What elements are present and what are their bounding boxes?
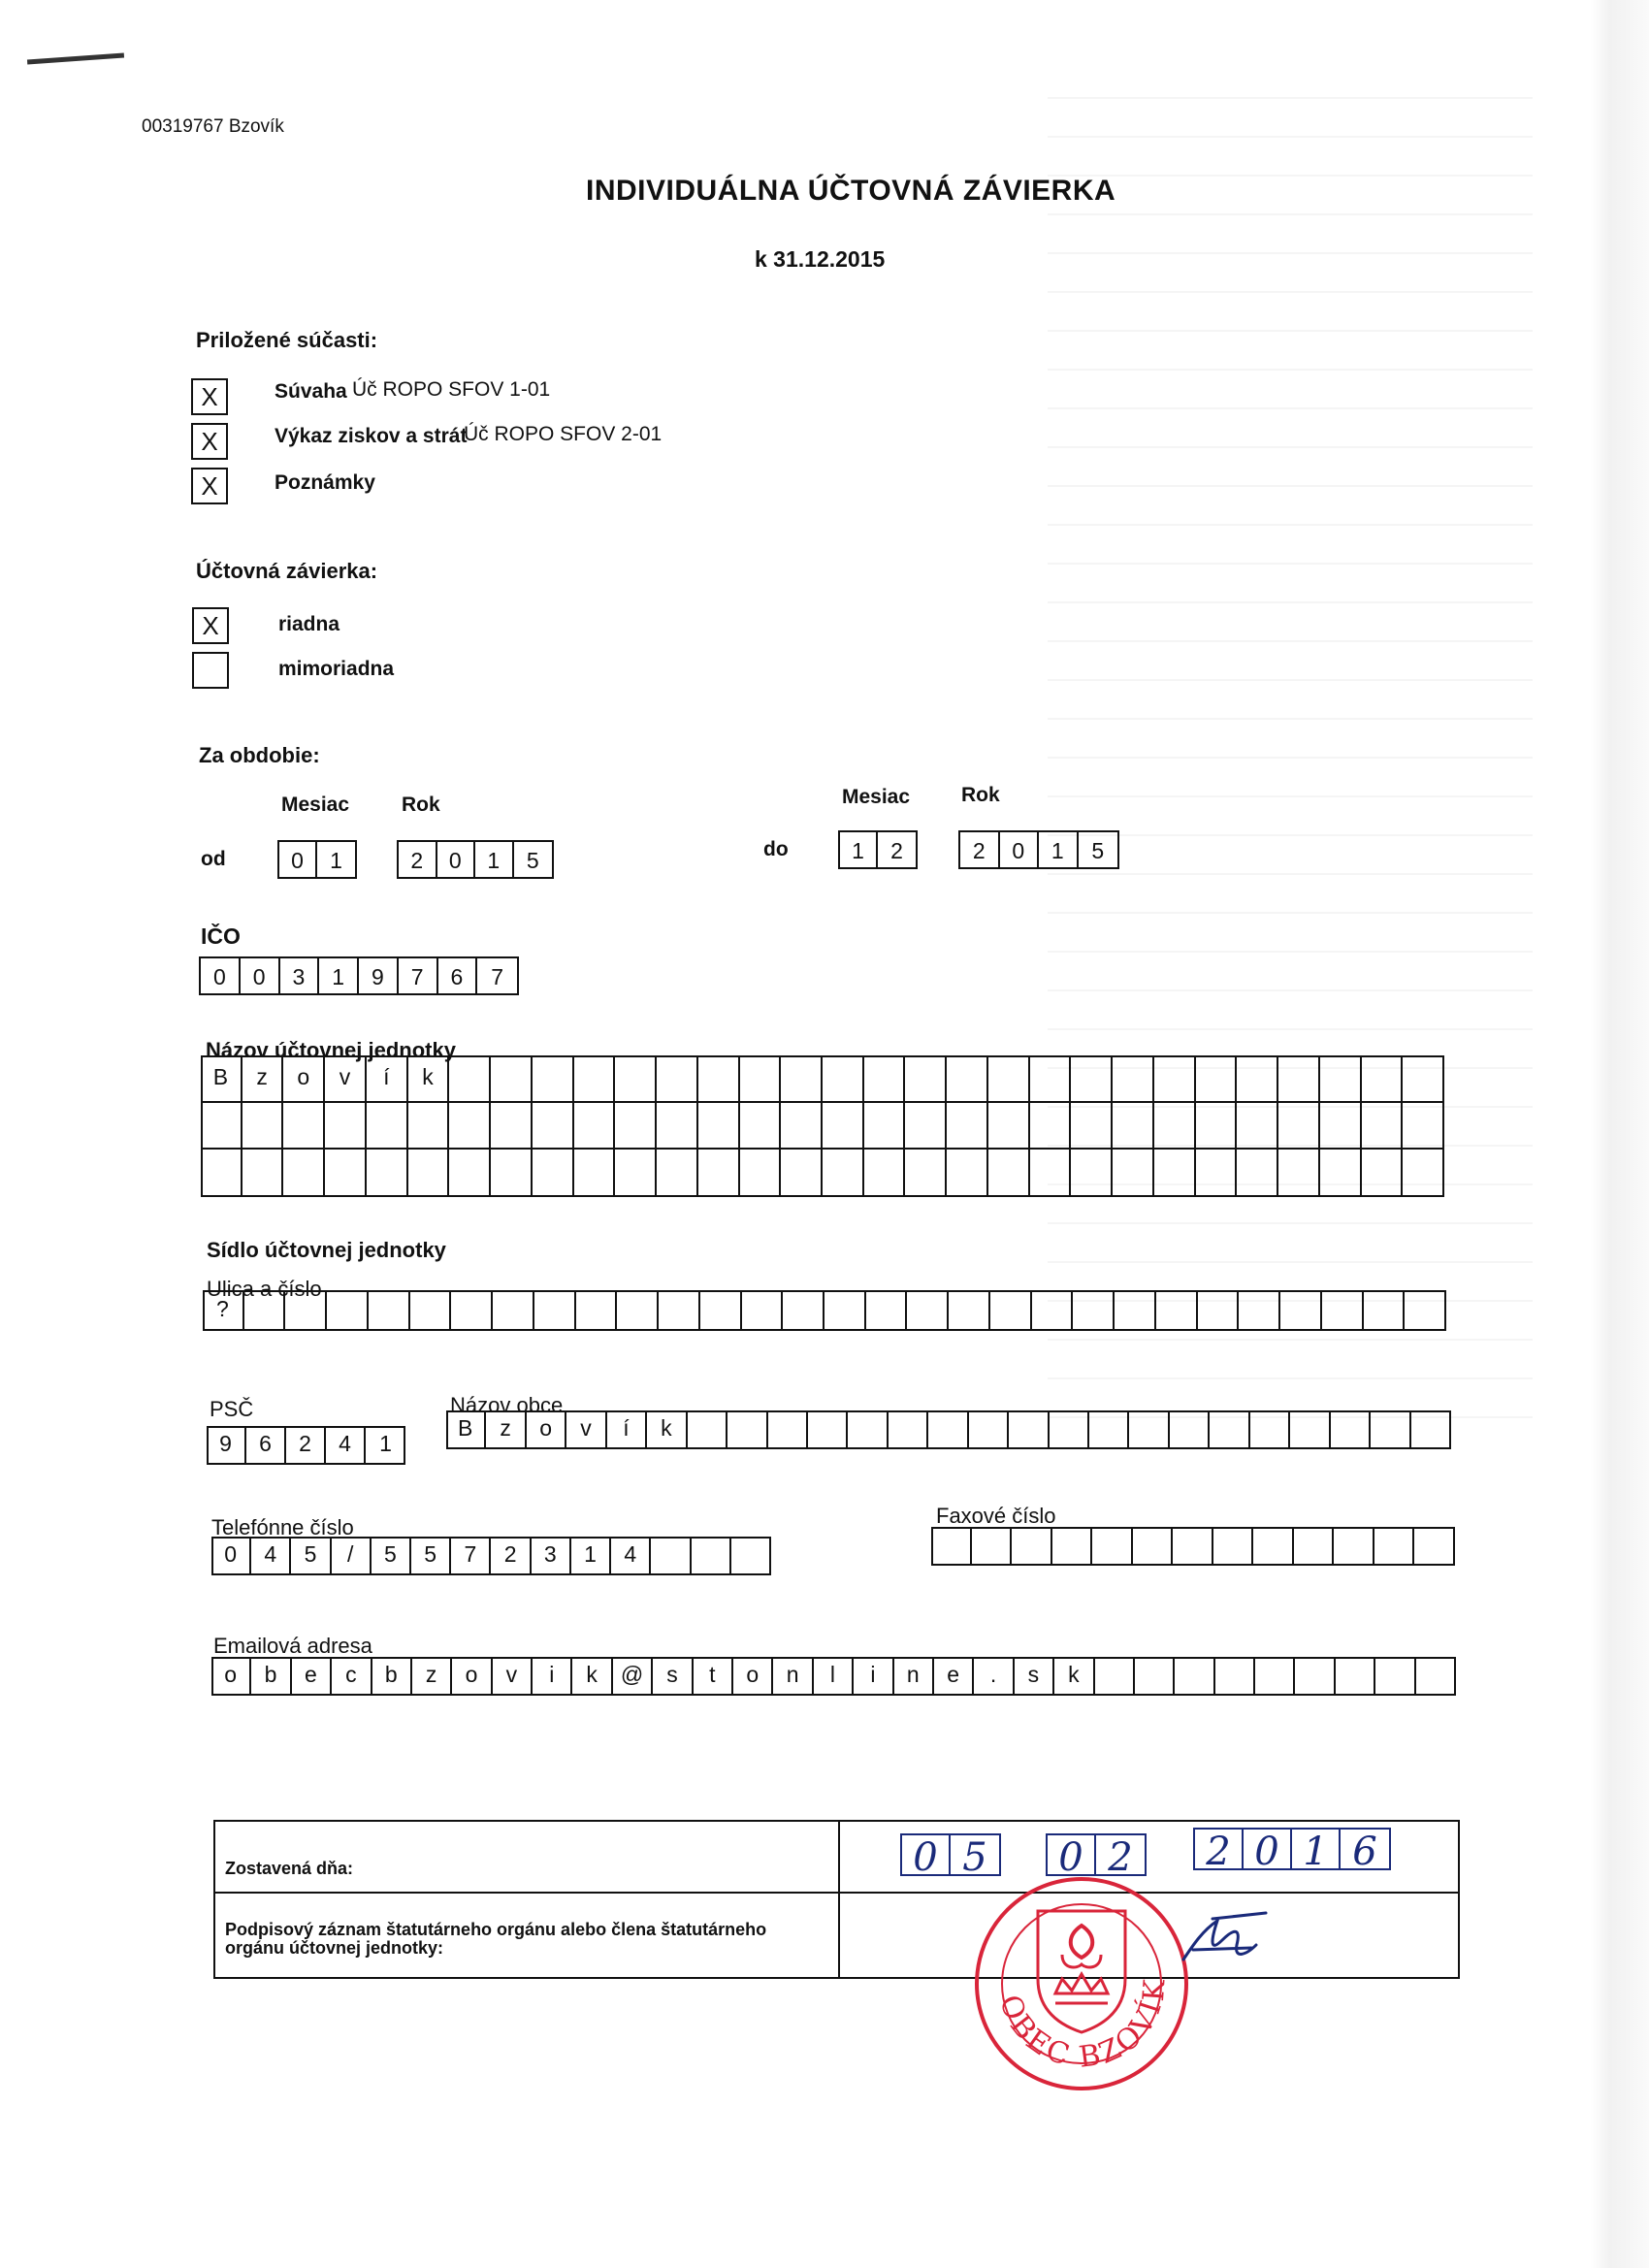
entity-name-cell (533, 1055, 574, 1103)
street-cell (576, 1290, 618, 1331)
entity-name-cell (1154, 1103, 1196, 1150)
email-cell (1175, 1657, 1214, 1696)
fax-cell (1173, 1527, 1213, 1566)
checkbox-riadna[interactable]: X (192, 607, 229, 644)
fax-cell (1052, 1527, 1093, 1566)
ico-digit: 1 (319, 958, 359, 993)
year-digit: 0 (1244, 1830, 1292, 1868)
entity-name-cell (325, 1150, 367, 1197)
entity-name-cell (698, 1055, 740, 1103)
entity-name-cell (698, 1150, 740, 1197)
ico-digit: 7 (491, 964, 504, 989)
phone-cell (731, 1537, 771, 1575)
entity-name-cell (1030, 1055, 1072, 1103)
phone-cell: 5 (411, 1537, 451, 1575)
street-cell (451, 1290, 493, 1331)
entity-name-cell: k (408, 1055, 450, 1103)
entity-name-cell (1154, 1055, 1196, 1103)
month-digit: 0 (1048, 1835, 1096, 1874)
entity-name-cell (1071, 1103, 1113, 1150)
street-cell (617, 1290, 659, 1331)
email-cell: t (694, 1657, 733, 1696)
email-cell: e (934, 1657, 974, 1696)
town-cell (1170, 1410, 1210, 1449)
street-cell (1156, 1290, 1198, 1331)
phone-cell: 4 (251, 1537, 291, 1575)
entity-name-cell (367, 1103, 408, 1150)
ico-digit: 7 (399, 958, 438, 993)
street-cell (1198, 1290, 1240, 1331)
entity-name-cell (698, 1103, 740, 1150)
as-of-date: k 31.12.2015 (755, 246, 886, 272)
month-digit: 2 (1108, 1835, 1133, 1880)
entity-name-cell (781, 1103, 823, 1150)
street-cell (327, 1290, 369, 1331)
phone-cell: 5 (291, 1537, 331, 1575)
entity-name-cell (242, 1103, 284, 1150)
town-cell: k (647, 1410, 687, 1449)
to-month-label: Mesiac (842, 786, 911, 808)
entity-name-cell (1237, 1103, 1278, 1150)
entity-name-cell (533, 1150, 574, 1197)
entity-name-cell (823, 1103, 864, 1150)
email-cell: k (1054, 1657, 1094, 1696)
to-label: do (763, 838, 789, 860)
email-cell: e (292, 1657, 332, 1696)
street-cell (1405, 1290, 1446, 1331)
email-cell (1416, 1657, 1456, 1696)
phone-cell: 0 (211, 1537, 251, 1575)
entity-name-cell (864, 1103, 906, 1150)
email-cell: c (332, 1657, 372, 1696)
entity-name-cell (325, 1103, 367, 1150)
entity-name-cell (533, 1103, 574, 1150)
from-month-digit: 1 (330, 848, 342, 873)
to-year-digit: 2 (960, 832, 1000, 867)
town-cell (728, 1410, 767, 1449)
street-cell (244, 1290, 286, 1331)
email-cell: i (854, 1657, 893, 1696)
town-cell (1371, 1410, 1410, 1449)
psc-cell: 4 (326, 1426, 366, 1465)
street-cell (369, 1290, 410, 1331)
checkbox-suvaha[interactable]: X (191, 378, 228, 415)
street-cell (659, 1290, 700, 1331)
entity-name-cell (491, 1150, 533, 1197)
entity-name-cell (1362, 1150, 1404, 1197)
town-cell (1411, 1410, 1451, 1449)
from-month-field[interactable] (277, 840, 357, 879)
entity-name-cell (1113, 1055, 1154, 1103)
phone-label: Telefónne číslo (211, 1515, 354, 1539)
town-cell (1129, 1410, 1169, 1449)
fax-cell (972, 1527, 1013, 1566)
entity-name-cell (1196, 1055, 1238, 1103)
entity-name-cell (408, 1150, 450, 1197)
entity-name-cell (823, 1150, 864, 1197)
town-cell (1050, 1410, 1089, 1449)
entity-name-cell (988, 1103, 1030, 1150)
town-cell (1290, 1410, 1330, 1449)
entity-name-cell (1113, 1150, 1154, 1197)
fax-cell (1133, 1527, 1174, 1566)
street-cell (866, 1290, 908, 1331)
entity-name-cell: z (242, 1055, 284, 1103)
email-cell: b (251, 1657, 291, 1696)
entity-name-cell (864, 1055, 906, 1103)
entity-name-cell (1196, 1103, 1238, 1150)
checkbox-vykaz[interactable]: X (191, 423, 228, 460)
fax-cell (931, 1527, 972, 1566)
fax-cell (1414, 1527, 1455, 1566)
town-cell: v (566, 1410, 606, 1449)
street-cell (1364, 1290, 1406, 1331)
ico-digit: 6 (438, 958, 478, 993)
town-field[interactable] (446, 1410, 1451, 1449)
town-cell (768, 1410, 808, 1449)
street-cell (534, 1290, 576, 1331)
street-field[interactable] (203, 1290, 1446, 1331)
stamp-text: OBEC BZOVÍK (991, 1975, 1173, 2075)
entity-name-cell (947, 1150, 988, 1197)
email-cell: @ (613, 1657, 653, 1696)
town-cell (848, 1410, 888, 1449)
email-cell: b (372, 1657, 412, 1696)
entity-name-cell (449, 1055, 491, 1103)
entity-name-cell (1278, 1103, 1320, 1150)
town-cell (928, 1410, 968, 1449)
entity-name-cell (408, 1103, 450, 1150)
psc-cell: 1 (379, 1431, 392, 1456)
entity-name-cell: o (283, 1055, 325, 1103)
entity-name-cell (905, 1150, 947, 1197)
email-cell: v (493, 1657, 533, 1696)
street-cell (1073, 1290, 1115, 1331)
phone-cell: 2 (492, 1537, 532, 1575)
entity-name-cell (1030, 1150, 1072, 1197)
show-through-background (1048, 97, 1533, 1455)
from-month-label: Mesiac (281, 794, 350, 816)
year-digit: 2 (1195, 1830, 1244, 1868)
to-year-digit: 1 (1039, 832, 1079, 867)
entity-name-cell (1196, 1150, 1238, 1197)
fax-cell (1213, 1527, 1254, 1566)
entity-name-cell (1071, 1055, 1113, 1103)
town-cell (1331, 1410, 1371, 1449)
entity-name-cell (201, 1150, 242, 1197)
email-cell (1375, 1657, 1415, 1696)
official-stamp (970, 1872, 1193, 2095)
from-year-digit: 2 (399, 842, 437, 877)
street-cell (783, 1290, 824, 1331)
to-year-label: Rok (961, 784, 1000, 806)
day-field[interactable] (900, 1833, 1001, 1880)
email-cell: n (894, 1657, 934, 1696)
year-digit: 6 (1352, 1830, 1377, 1874)
psc-field[interactable] (207, 1426, 405, 1465)
from-label: od (201, 848, 226, 870)
town-cell: í (607, 1410, 647, 1449)
entity-name-cell (574, 1055, 616, 1103)
entity-name-cell (449, 1150, 491, 1197)
entity-name-cell: v (325, 1055, 367, 1103)
fax-cell (1374, 1527, 1415, 1566)
psc-cell: 9 (207, 1426, 246, 1465)
month-field[interactable] (1046, 1833, 1147, 1880)
to-month-digit: 2 (890, 838, 903, 863)
year-field[interactable] (1193, 1828, 1391, 1874)
email-cell (1336, 1657, 1375, 1696)
checkbox-mimoriadna[interactable] (192, 652, 229, 689)
street-cell (700, 1290, 742, 1331)
from-year-digit: 5 (526, 848, 539, 873)
town-cell: o (527, 1410, 566, 1449)
entity-name-cell (1320, 1055, 1362, 1103)
ico-label: IČO (201, 923, 241, 949)
entity-name-cell (1278, 1150, 1320, 1197)
entity-name-cell (1278, 1055, 1320, 1103)
page-title: INDIVIDUÁLNA ÚČTOVNÁ ZÁVIERKA (586, 175, 1116, 207)
fax-cell (1294, 1527, 1335, 1566)
to-year-field[interactable] (958, 830, 1119, 869)
closing-type-heading: Účtovná závierka: (196, 559, 378, 583)
checkbox-poznamky[interactable]: X (191, 468, 228, 504)
entity-name-cell: í (367, 1055, 408, 1103)
entity-name-cell (1403, 1103, 1444, 1150)
entity-name-cell (574, 1103, 616, 1150)
street-cell (1115, 1290, 1156, 1331)
ico-field[interactable] (199, 956, 519, 995)
entity-name-cell (988, 1055, 1030, 1103)
svg-text:OBEC BZOVÍK (992, 1976, 1173, 2075)
entity-name-cell (864, 1150, 906, 1197)
street-cell (1239, 1290, 1280, 1331)
email-cell: n (773, 1657, 813, 1696)
entity-name-cell (1237, 1055, 1278, 1103)
entity-name-cell (1362, 1103, 1404, 1150)
town-cell (1250, 1410, 1290, 1449)
street-cell (285, 1290, 327, 1331)
entity-name-cell (1320, 1150, 1362, 1197)
entity-name-cell (1320, 1103, 1362, 1150)
fax-cell (1012, 1527, 1052, 1566)
from-year-digit: 0 (437, 842, 476, 877)
entity-name-cell (1403, 1055, 1444, 1103)
street-cell (493, 1290, 534, 1331)
email-label: Emailová adresa (213, 1634, 372, 1658)
attachment-label-suvaha: Súvaha (275, 380, 347, 403)
entity-name-cell (1362, 1055, 1404, 1103)
entity-name-cell (1154, 1150, 1196, 1197)
entity-name-cell (615, 1150, 657, 1197)
entity-name-cell (781, 1055, 823, 1103)
phone-cell (651, 1537, 691, 1575)
email-cell: o (452, 1657, 492, 1696)
town-cell (808, 1410, 848, 1449)
phone-cell: 3 (532, 1537, 571, 1575)
town-cell: z (486, 1410, 526, 1449)
email-cell (1095, 1657, 1135, 1696)
town-cell (969, 1410, 1009, 1449)
entity-name-cell (1237, 1150, 1278, 1197)
fax-label: Faxové číslo (936, 1504, 1056, 1528)
town-cell (1009, 1410, 1049, 1449)
entity-name-cell: B (201, 1055, 242, 1103)
entity-name-cell (947, 1103, 988, 1150)
town-cell (889, 1410, 928, 1449)
psc-cell: 2 (286, 1426, 326, 1465)
street-cell (410, 1290, 452, 1331)
street-cell (1322, 1290, 1364, 1331)
entity-name-cell (657, 1150, 698, 1197)
entity-name-cell (781, 1150, 823, 1197)
town-cell (688, 1410, 728, 1449)
day-digit: 0 (902, 1835, 951, 1874)
fax-cell (1334, 1527, 1374, 1566)
compiled-label: Zostavená dňa: (225, 1859, 354, 1878)
street-cell (824, 1290, 866, 1331)
document-code: 00319767 Bzovík (142, 116, 284, 137)
fax-cell (1092, 1527, 1133, 1566)
email-cell: z (412, 1657, 452, 1696)
entity-name-label: Názov účtovnej jednotky (206, 1038, 456, 1062)
street-cell (990, 1290, 1032, 1331)
ico-digit: 3 (280, 958, 320, 993)
phone-field[interactable] (211, 1537, 771, 1575)
entity-name-cell (449, 1103, 491, 1150)
year-digit: 1 (1292, 1830, 1341, 1868)
email-cell: o (733, 1657, 773, 1696)
entity-name-cell (615, 1103, 657, 1150)
street-label: Ulica a číslo (207, 1277, 322, 1301)
entity-name-cell (367, 1150, 408, 1197)
scan-mark (27, 53, 124, 65)
email-cell: i (533, 1657, 572, 1696)
from-month-digit: 0 (279, 842, 317, 877)
ico-digit: 0 (201, 958, 241, 993)
handwritten-signature (1174, 1901, 1290, 1979)
period-heading: Za obdobie: (199, 743, 320, 767)
from-year-label: Rok (402, 794, 440, 816)
to-year-digit: 5 (1091, 838, 1105, 863)
entity-name-cell (574, 1150, 616, 1197)
entity-name-cell (1071, 1150, 1113, 1197)
to-month-field[interactable] (838, 830, 918, 869)
email-cell: s (1015, 1657, 1054, 1696)
entity-name-cell (740, 1055, 782, 1103)
entity-name-cell (905, 1055, 947, 1103)
email-cell: . (974, 1657, 1014, 1696)
entity-name-cell (283, 1150, 325, 1197)
entity-name-cell (283, 1103, 325, 1150)
street-cell (907, 1290, 949, 1331)
entity-name-cell (947, 1055, 988, 1103)
from-year-digit: 1 (475, 842, 514, 877)
from-year-field[interactable] (397, 840, 554, 879)
phone-cell: 4 (611, 1537, 651, 1575)
entity-name-cell (905, 1103, 947, 1150)
entity-name-cell (1030, 1103, 1072, 1150)
to-month-digit: 1 (840, 832, 878, 867)
email-cell (1215, 1657, 1255, 1696)
email-cell: k (572, 1657, 612, 1696)
email-cell (1135, 1657, 1175, 1696)
fax-field[interactable] (931, 1527, 1455, 1566)
attachment-label-poznamky: Poznámky (275, 471, 375, 494)
entity-name-cell (1113, 1103, 1154, 1150)
closing-label-riadna: riadna (278, 613, 340, 635)
phone-cell: 7 (451, 1537, 491, 1575)
phone-cell: 1 (571, 1537, 611, 1575)
signature-table-divider (838, 1822, 840, 1977)
entity-name-cell (988, 1150, 1030, 1197)
town-label: Názov obce (450, 1393, 564, 1417)
entity-name-cell (491, 1103, 533, 1150)
entity-name-cell (1403, 1150, 1444, 1197)
fax-cell (1253, 1527, 1294, 1566)
to-year-digit: 0 (1000, 832, 1040, 867)
email-cell: s (653, 1657, 693, 1696)
attachment-code-vykaz: Úč ROPO SFOV 2-01 (464, 423, 663, 445)
ico-digit: 9 (359, 958, 399, 993)
email-field[interactable] (211, 1657, 1456, 1696)
town-cell (1210, 1410, 1249, 1449)
attachments-heading: Priložené súčasti: (196, 328, 378, 352)
street-cell (742, 1290, 784, 1331)
day-digit: 5 (962, 1835, 987, 1880)
seat-heading: Sídlo účtovnej jednotky (207, 1238, 446, 1262)
street-cell (1032, 1290, 1074, 1331)
entity-name-cell (823, 1055, 864, 1103)
attachment-code-suvaha: Úč ROPO SFOV 1-01 (352, 378, 551, 401)
town-cell: B (446, 1410, 486, 1449)
email-cell: l (814, 1657, 854, 1696)
email-cell (1295, 1657, 1335, 1696)
psc-label: PSČ (210, 1397, 254, 1421)
phone-cell: 5 (372, 1537, 411, 1575)
entity-name-cell (491, 1055, 533, 1103)
phone-cell (692, 1537, 731, 1575)
psc-cell: 6 (246, 1426, 286, 1465)
entity-name-grid[interactable] (201, 1055, 1444, 1197)
ico-digit: 0 (241, 958, 280, 993)
closing-label-mimoriadna: mimoriadna (278, 658, 395, 680)
entity-name-cell (657, 1055, 698, 1103)
entity-name-cell (242, 1150, 284, 1197)
email-cell: o (211, 1657, 251, 1696)
phone-cell: / (332, 1537, 372, 1575)
email-cell (1255, 1657, 1295, 1696)
entity-name-cell (657, 1103, 698, 1150)
entity-name-cell (615, 1055, 657, 1103)
attachment-label-vykaz: Výkaz ziskov a strát (275, 425, 468, 447)
entity-name-cell (740, 1150, 782, 1197)
entity-name-cell (740, 1103, 782, 1150)
signature-label: Podpisový záznam štatutárneho orgánu alebo člena štatutárneho orgánu účtovnej jednotky: (225, 1920, 767, 1958)
town-cell (1089, 1410, 1129, 1449)
street-cell: ? (203, 1290, 244, 1331)
street-cell (1280, 1290, 1322, 1331)
entity-name-cell (201, 1103, 242, 1150)
street-cell (949, 1290, 990, 1331)
